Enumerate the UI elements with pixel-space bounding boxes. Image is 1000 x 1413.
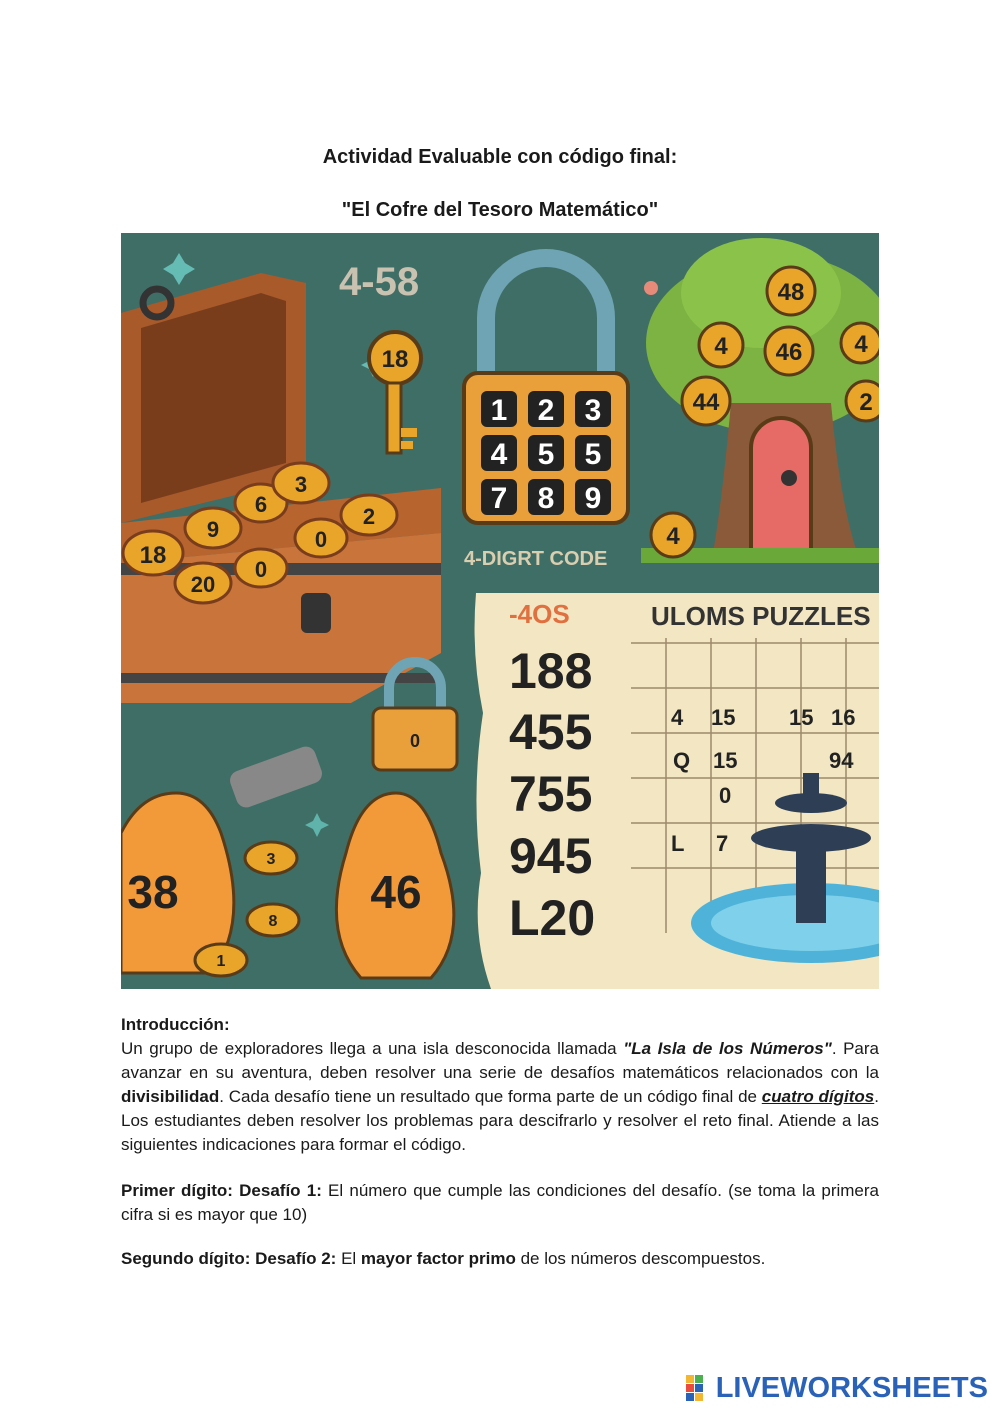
svg-text:9: 9 [584,482,602,515]
divisibility-term: divisibilidad [121,1087,220,1106]
svg-text:188: 188 [509,643,593,699]
svg-text:1: 1 [216,953,226,970]
svg-text:Q: Q [673,748,691,773]
svg-text:7: 7 [490,482,508,515]
svg-text:-4OS: -4OS [509,599,570,629]
second-digit-label: Segundo dígito: Desafío 2: [121,1249,337,1268]
svg-text:2: 2 [537,394,555,427]
svg-text:945: 945 [509,828,593,884]
svg-text:18: 18 [381,346,409,373]
svg-text:46: 46 [775,339,803,366]
svg-text:5: 5 [584,438,602,471]
svg-text:4: 4 [671,705,684,730]
svg-text:15: 15 [713,748,738,773]
logo-icon [686,1375,712,1401]
coin-label: 6 [254,492,268,517]
intro-heading: Introducción: [121,1015,230,1034]
svg-text:ULOMS PUZZLES: ULOMS PUZZLES [651,601,871,631]
svg-text:4: 4 [714,333,728,360]
svg-text:8: 8 [537,482,555,515]
svg-text:8: 8 [268,913,278,930]
svg-text:5: 5 [537,438,555,471]
svg-text:0: 0 [409,731,421,751]
svg-text:94: 94 [829,748,854,773]
svg-text:755: 755 [509,766,593,822]
svg-text:15: 15 [711,705,736,730]
coin-label: 0 [254,557,268,582]
code-top: 4-58 [339,260,420,304]
svg-text:4: 4 [490,438,508,471]
svg-text:L: L [671,831,685,856]
page-subtitle: "El Cofre del Tesoro Matemático" [341,199,659,221]
page-title: Actividad Evaluable con código final: [322,146,678,168]
svg-text:3: 3 [584,394,602,427]
svg-text:16: 16 [831,705,856,730]
four-digits-term: cuatro dígitos [761,1087,875,1106]
treasure-illustration [121,233,879,989]
svg-text:38: 38 [127,866,179,918]
first-digit-label: Primer dígito: Desafío 1: [121,1181,322,1200]
coin-label: 3 [294,472,308,497]
svg-text:1: 1 [490,394,508,427]
code-label: 4-DIGRT CODE [464,548,608,570]
svg-text:46: 46 [370,866,422,918]
svg-text:L20: L20 [509,890,596,946]
coin-label: 18 [139,542,167,569]
svg-text:44: 44 [692,389,720,416]
coin-label: 20 [190,572,216,597]
svg-text:4: 4 [854,331,868,358]
coin-label: 0 [314,527,328,552]
svg-text:0: 0 [719,783,732,808]
svg-text:3: 3 [266,851,276,868]
tree-house [641,238,879,563]
svg-text:15: 15 [789,705,814,730]
island-name: "La Isla de los Números" [623,1039,832,1058]
svg-text:7: 7 [716,831,729,856]
svg-text:4: 4 [666,523,680,550]
liveworksheets-logo [686,1371,988,1405]
first-digit-paragraph: Primer dígito: Desafío 1: El número que cumple las condiciones del desafío. (se toma la primera cifra si es mayor que 10) [121,1181,879,1224]
svg-text:48: 48 [777,279,805,306]
intro-paragraph: Un grupo de exploradores llega a una isla desconocida llamada "La Isla de los Números". Para avanzar en su aventura, deben resolver una serie de desafíos matemáticos relacionados con la divisibilidad. Cada desafío tiene un resultado que forma parte de un código final de cuatro dígitos. Los estudiantes deben resolver los problemas para descifrarlo y resolver el reto final. Atiende a las siguientes indicaciones para formar el código. [121,1039,879,1154]
coin-label: 2 [362,504,376,529]
brand-text: LIVEWORKSHEETS [715,1371,988,1404]
coin-label: 9 [206,517,220,542]
svg-text:2: 2 [859,389,873,416]
second-digit-paragraph: Segundo dígito: Desafío 2: El mayor factor primo de los números descompuestos. [121,1249,766,1268]
svg-text:455: 455 [509,704,593,760]
